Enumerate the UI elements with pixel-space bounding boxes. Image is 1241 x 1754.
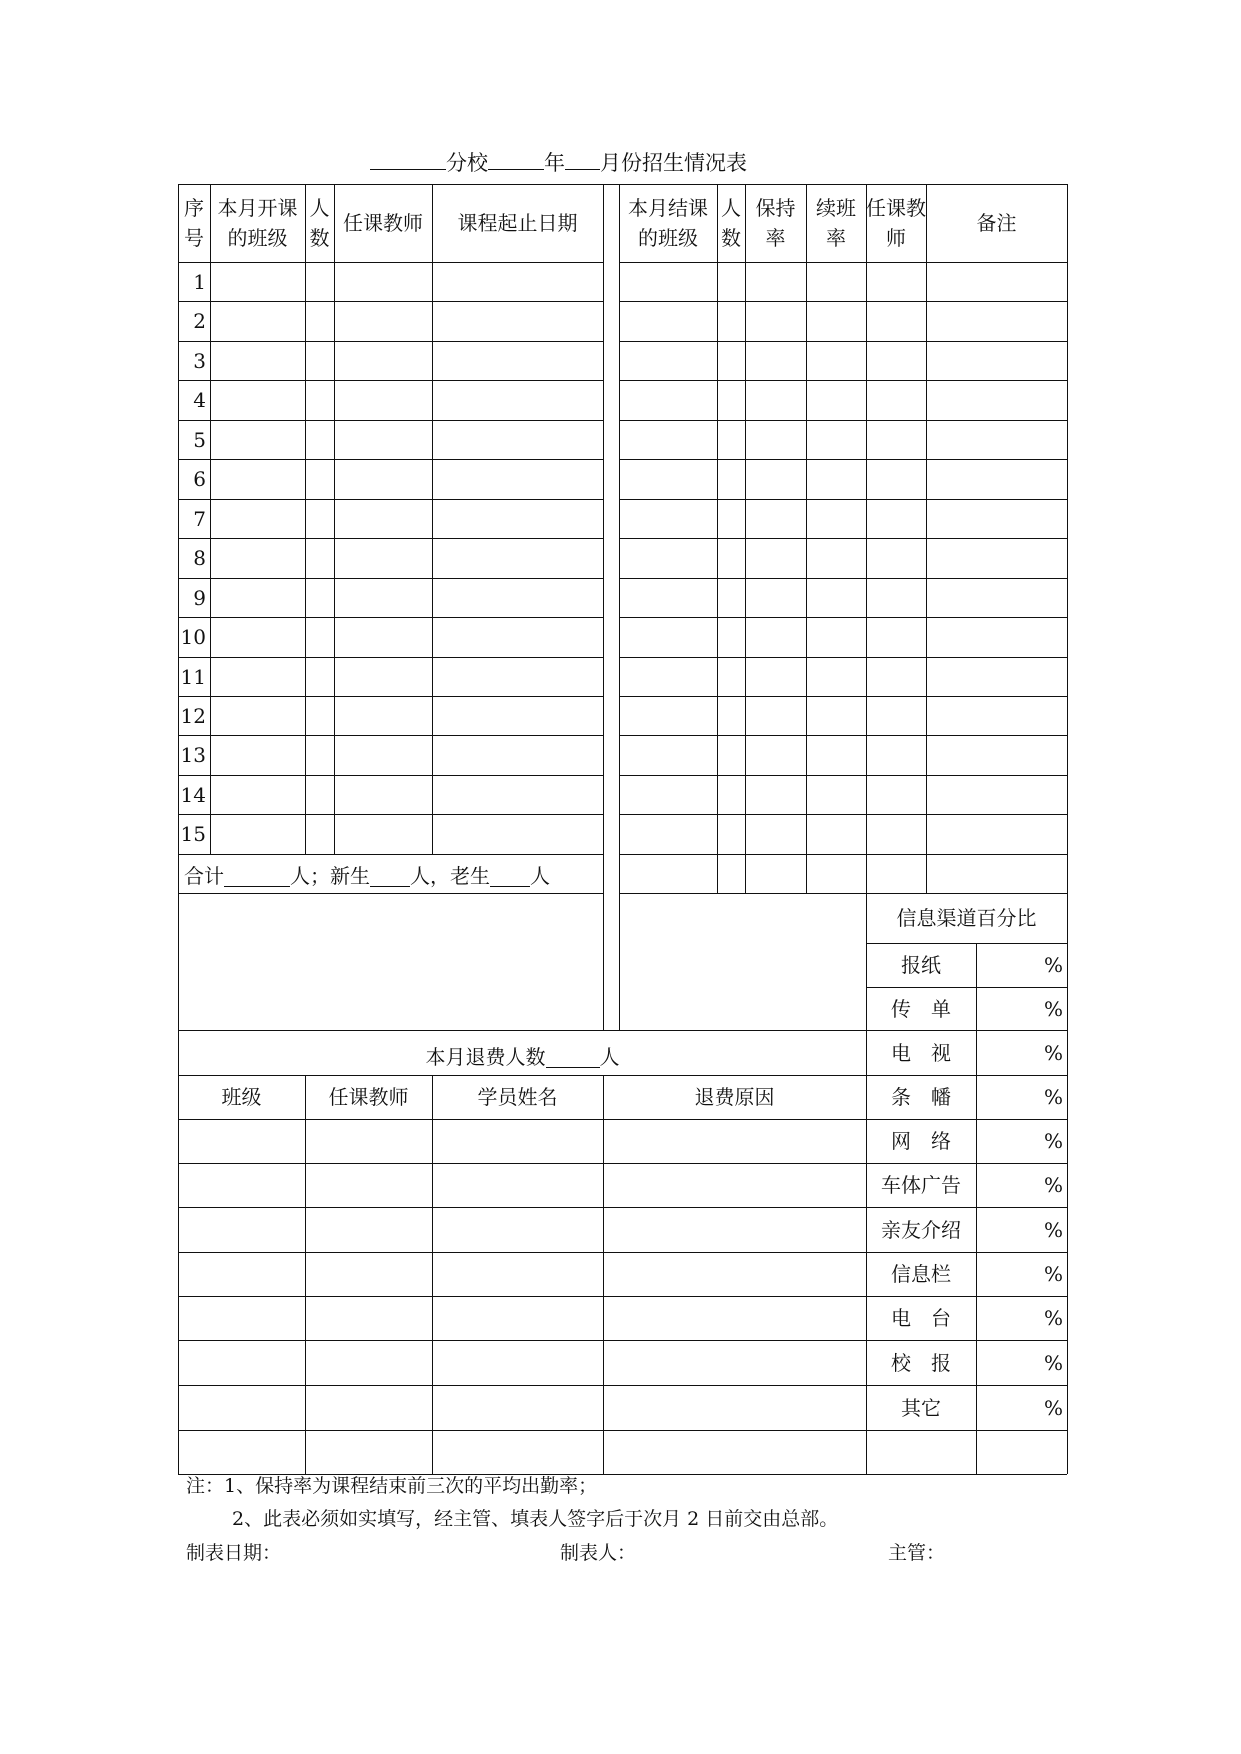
grid-line	[178, 696, 603, 697]
grid-line	[619, 854, 1067, 855]
grid-line	[178, 380, 603, 381]
grid-line	[619, 775, 1067, 776]
grid-line	[619, 459, 1067, 460]
grid-line	[178, 1163, 866, 1164]
grid-line	[178, 657, 603, 658]
old-unit: 人	[530, 864, 550, 888]
channel-percent: %	[1043, 1129, 1063, 1153]
channel-name: 报纸	[901, 953, 941, 977]
title-branch-text: 分校	[446, 151, 488, 175]
grid-line	[305, 184, 306, 854]
old-count-blank[interactable]	[490, 866, 530, 887]
note-line-1: 注：1、保持率为课程结束前三次的平均出勤率；	[186, 1475, 598, 1497]
row-number: 2	[193, 309, 206, 333]
grid-line	[619, 420, 1067, 421]
refund-unit: 人	[599, 1045, 620, 1069]
open-header-2: 人 数	[309, 196, 330, 250]
grid-line	[305, 1075, 306, 1474]
grid-line	[178, 1119, 866, 1120]
title-month-text: 月份招生情况表	[600, 151, 747, 175]
channel-percent: %	[1043, 1040, 1063, 1065]
title-year-text: 年	[544, 151, 565, 175]
grid-line	[178, 814, 603, 815]
grid-line	[178, 538, 603, 539]
row-number: 11	[180, 664, 206, 689]
refund-header-1: 任课教师	[328, 1085, 409, 1109]
note-line-2: 2、此表必须如实填写，经主管、填表人签字后于次月 2 日前交由总部。	[232, 1508, 839, 1530]
close-header-1: 人 数	[721, 196, 741, 250]
channel-percent: %	[1043, 996, 1063, 1021]
channel-name: 传 单	[891, 996, 951, 1021]
grid-line	[178, 1207, 866, 1208]
channel-percent: %	[1043, 1085, 1063, 1109]
grid-line	[619, 262, 1067, 263]
channels-title: 信息渠道百分比	[896, 906, 1037, 930]
channel-name: 电 台	[891, 1306, 951, 1330]
grid-line	[178, 775, 603, 776]
refund-header-3: 退费原因	[694, 1085, 775, 1109]
channel-name: 信息栏	[891, 1262, 951, 1286]
grid-line	[603, 184, 604, 1030]
close-header-4: 任课教师	[866, 196, 926, 250]
channel-name: 车体广告	[881, 1173, 961, 1197]
grid-line	[619, 341, 1067, 342]
total-unit: 人；新生	[290, 864, 370, 888]
grid-line	[178, 262, 603, 263]
grid-line	[432, 1075, 433, 1474]
grid-line	[178, 735, 603, 736]
channel-percent: %	[1043, 1173, 1063, 1197]
row-number: 13	[180, 743, 206, 767]
refund-label: 本月退费人数	[425, 1045, 546, 1069]
channel-percent: %	[1043, 1262, 1063, 1286]
grid-line	[619, 578, 1067, 579]
grid-line	[178, 301, 603, 302]
new-count-blank[interactable]	[370, 866, 410, 887]
row-number: 14	[180, 782, 206, 807]
close-header-0: 本月结课 的班级	[628, 196, 708, 250]
channel-percent: %	[1043, 953, 1063, 977]
channel-percent: %	[1043, 1306, 1063, 1330]
refund-header-2: 学员姓名	[477, 1085, 558, 1109]
grid-line	[717, 184, 718, 893]
grid-line	[619, 380, 1067, 381]
grid-line	[926, 184, 927, 893]
close-header-2: 保持 率	[755, 196, 796, 250]
open-header-4: 课程起止日期	[457, 211, 578, 235]
row-number: 7	[193, 506, 206, 531]
grid-line	[619, 696, 1067, 697]
channel-name: 校 报	[891, 1350, 951, 1375]
grid-line	[1067, 184, 1068, 1474]
total-count-blank[interactable]	[224, 866, 290, 887]
grid-line	[334, 184, 335, 854]
row-number: 4	[193, 388, 206, 412]
total-label: 合计	[184, 864, 224, 888]
new-unit: 人，老生	[410, 864, 490, 888]
channel-percent: %	[1043, 1395, 1063, 1420]
grid-line	[178, 1430, 866, 1431]
grid-line	[619, 657, 1067, 658]
grid-line	[178, 1030, 866, 1031]
row-number: 5	[193, 427, 206, 452]
grid-line	[619, 301, 1067, 302]
grid-line	[178, 420, 603, 421]
grid-line	[866, 1430, 1067, 1431]
close-header-3: 续班 率	[816, 196, 856, 250]
refund-header-0: 班级	[221, 1085, 262, 1109]
row-number: 8	[193, 546, 206, 570]
grid-line	[178, 617, 603, 618]
maker-label: 制表人：	[560, 1542, 637, 1564]
grid-line	[619, 735, 1067, 736]
grid-line	[178, 1340, 866, 1341]
grid-line	[432, 184, 433, 854]
total-row	[180, 855, 600, 897]
grid-line	[178, 1296, 866, 1297]
channel-name: 亲友介绍	[881, 1217, 961, 1242]
row-number: 1	[193, 269, 206, 294]
row-number: 15	[180, 822, 206, 846]
row-number: 9	[193, 585, 206, 610]
row-number: 10	[180, 625, 206, 649]
grid-line	[745, 184, 746, 893]
grid-line	[619, 499, 1067, 500]
close-header-5: 备注	[976, 211, 1017, 235]
grid-line	[178, 341, 603, 342]
grid-line	[178, 459, 603, 460]
channel-name: 电 视	[891, 1040, 951, 1065]
grid-line	[178, 499, 603, 500]
channel-name: 条 幡	[891, 1085, 951, 1109]
grid-line	[619, 538, 1067, 539]
channel-percent: %	[1043, 1217, 1063, 1242]
grid-line	[619, 184, 620, 1030]
channel-name: 其它	[901, 1395, 941, 1420]
grid-line	[178, 578, 603, 579]
grid-line	[619, 617, 1067, 618]
channel-percent: %	[1043, 1350, 1063, 1375]
open-header-3: 任课教师	[343, 211, 423, 235]
grid-line	[178, 1252, 866, 1253]
grid-line	[806, 184, 807, 893]
row-number: 3	[193, 348, 206, 373]
grid-line	[603, 1075, 604, 1474]
date-label: 制表日期：	[186, 1542, 282, 1564]
grid-line	[866, 184, 867, 893]
grid-line	[178, 1385, 866, 1386]
channel-name: 网 络	[891, 1129, 951, 1153]
open-header-0: 序 号	[184, 196, 204, 250]
row-number: 12	[180, 703, 206, 728]
supervisor-label: 主管：	[888, 1542, 946, 1564]
open-header-1: 本月开课 的班级	[217, 196, 298, 250]
grid-line	[210, 184, 211, 854]
row-number: 6	[193, 467, 206, 491]
refund-count-blank[interactable]	[546, 1047, 600, 1068]
refund-count-row	[180, 1035, 865, 1079]
grid-line	[619, 814, 1067, 815]
